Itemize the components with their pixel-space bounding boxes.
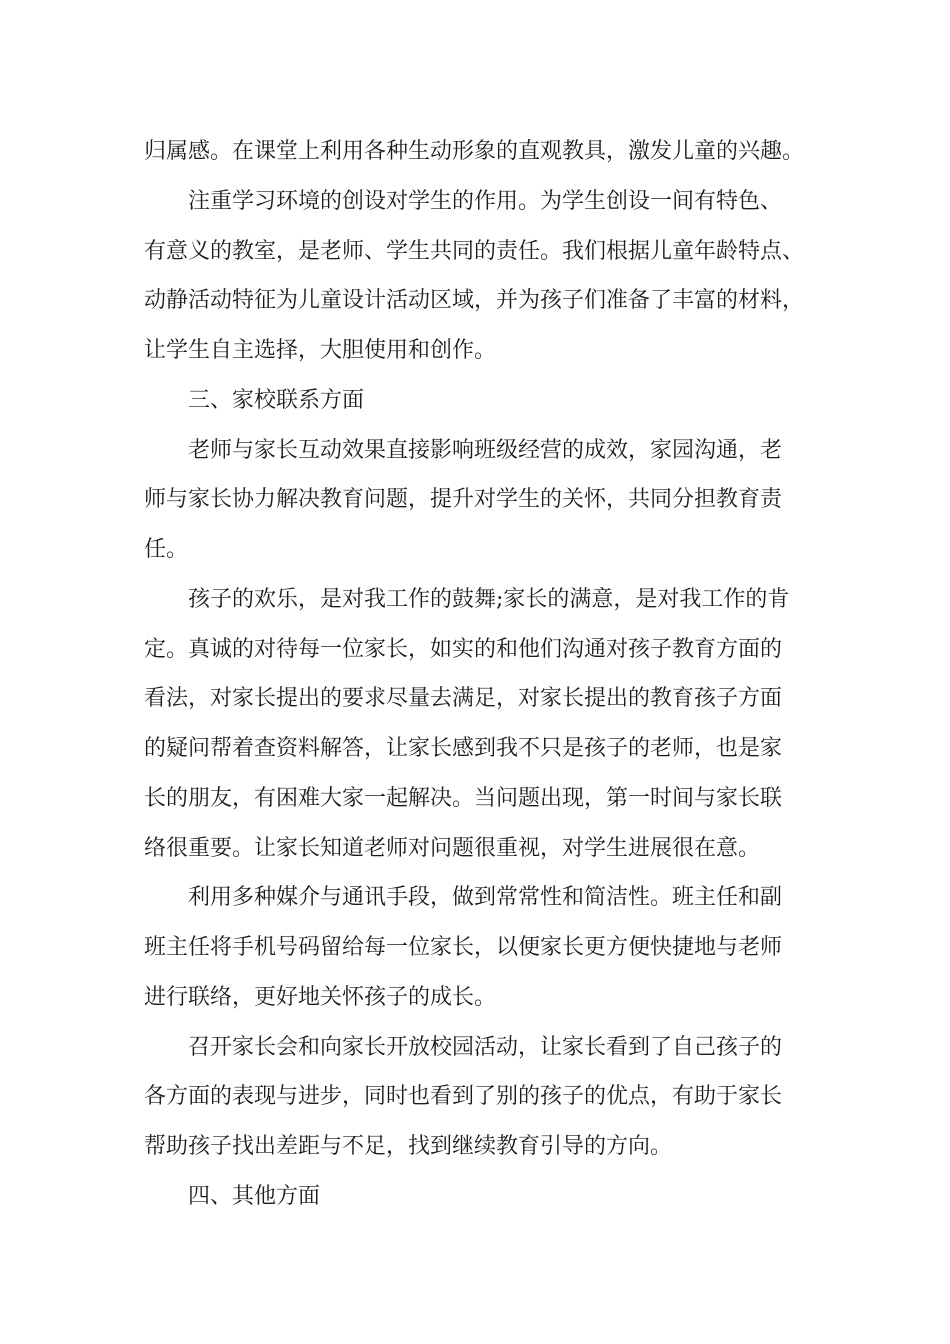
text-line: 看法，对家长提出的要求尽量去满足，对家长提出的教育孩子方面 — [144, 686, 783, 711]
text-line: 络很重要。让家长知道老师对问题很重视，对学生进展很在意。 — [144, 836, 761, 861]
paragraph-start-line: 注重学习环境的创设对学生的作用。为学生创设一间有特色、 — [188, 189, 783, 214]
text-line: 师与家长协力解决教育问题，提升对学生的关怀，共同分担教育责 — [144, 487, 783, 512]
paragraph-start-line: 利用多种媒介与通讯手段，做到常常性和简洁性。班主任和副 — [188, 885, 783, 910]
text-line: 长的朋友，有困难大家一起解决。当问题出现，第一时间与家长联 — [144, 786, 783, 811]
text-line: 班主任将手机号码留给每一位家长，以便家长更方便快捷地与老师 — [144, 935, 783, 960]
text-line: 进行联络，更好地关怀孩子的成长。 — [144, 985, 497, 1010]
text-line: 动静活动特征为儿童设计活动区域，并为孩子们准备了丰富的材料， — [144, 288, 805, 313]
paragraph-start-line: 孩子的欢乐，是对我工作的鼓舞;家长的满意，是对我工作的肯 — [188, 587, 790, 612]
text-line: 归属感。在课堂上利用各种生动形象的直观教具，激发儿童的兴趣。 — [144, 139, 805, 164]
paragraph-start-line: 老师与家长互动效果直接影响班级经营的成效，家园沟通，老 — [188, 438, 783, 463]
text-line: 各方面的表现与进步，同时也看到了别的孩子的优点，有助于家长 — [144, 1084, 783, 1109]
section-heading: 四、其他方面 — [188, 1184, 321, 1209]
text-line: 定。真诚的对待每一位家长，如实的和他们沟通对孩子教育方面的 — [144, 637, 783, 662]
section-heading: 三、家校联系方面 — [188, 388, 365, 413]
text-line: 任。 — [144, 537, 189, 562]
paragraph-start-line: 召开家长会和向家长开放校园活动，让家长看到了自己孩子的 — [188, 1035, 783, 1060]
text-line: 让学生自主选择，大胆使用和创作。 — [144, 338, 497, 363]
text-line: 有意义的教室，是老师、学生共同的责任。我们根据儿童年龄特点、 — [144, 239, 805, 264]
text-line: 的疑问帮着查资料解答，让家长感到我不只是孩子的老师，也是家 — [144, 736, 783, 761]
text-line: 帮助孩子找出差距与不足，找到继续教育引导的方向。 — [144, 1134, 673, 1159]
